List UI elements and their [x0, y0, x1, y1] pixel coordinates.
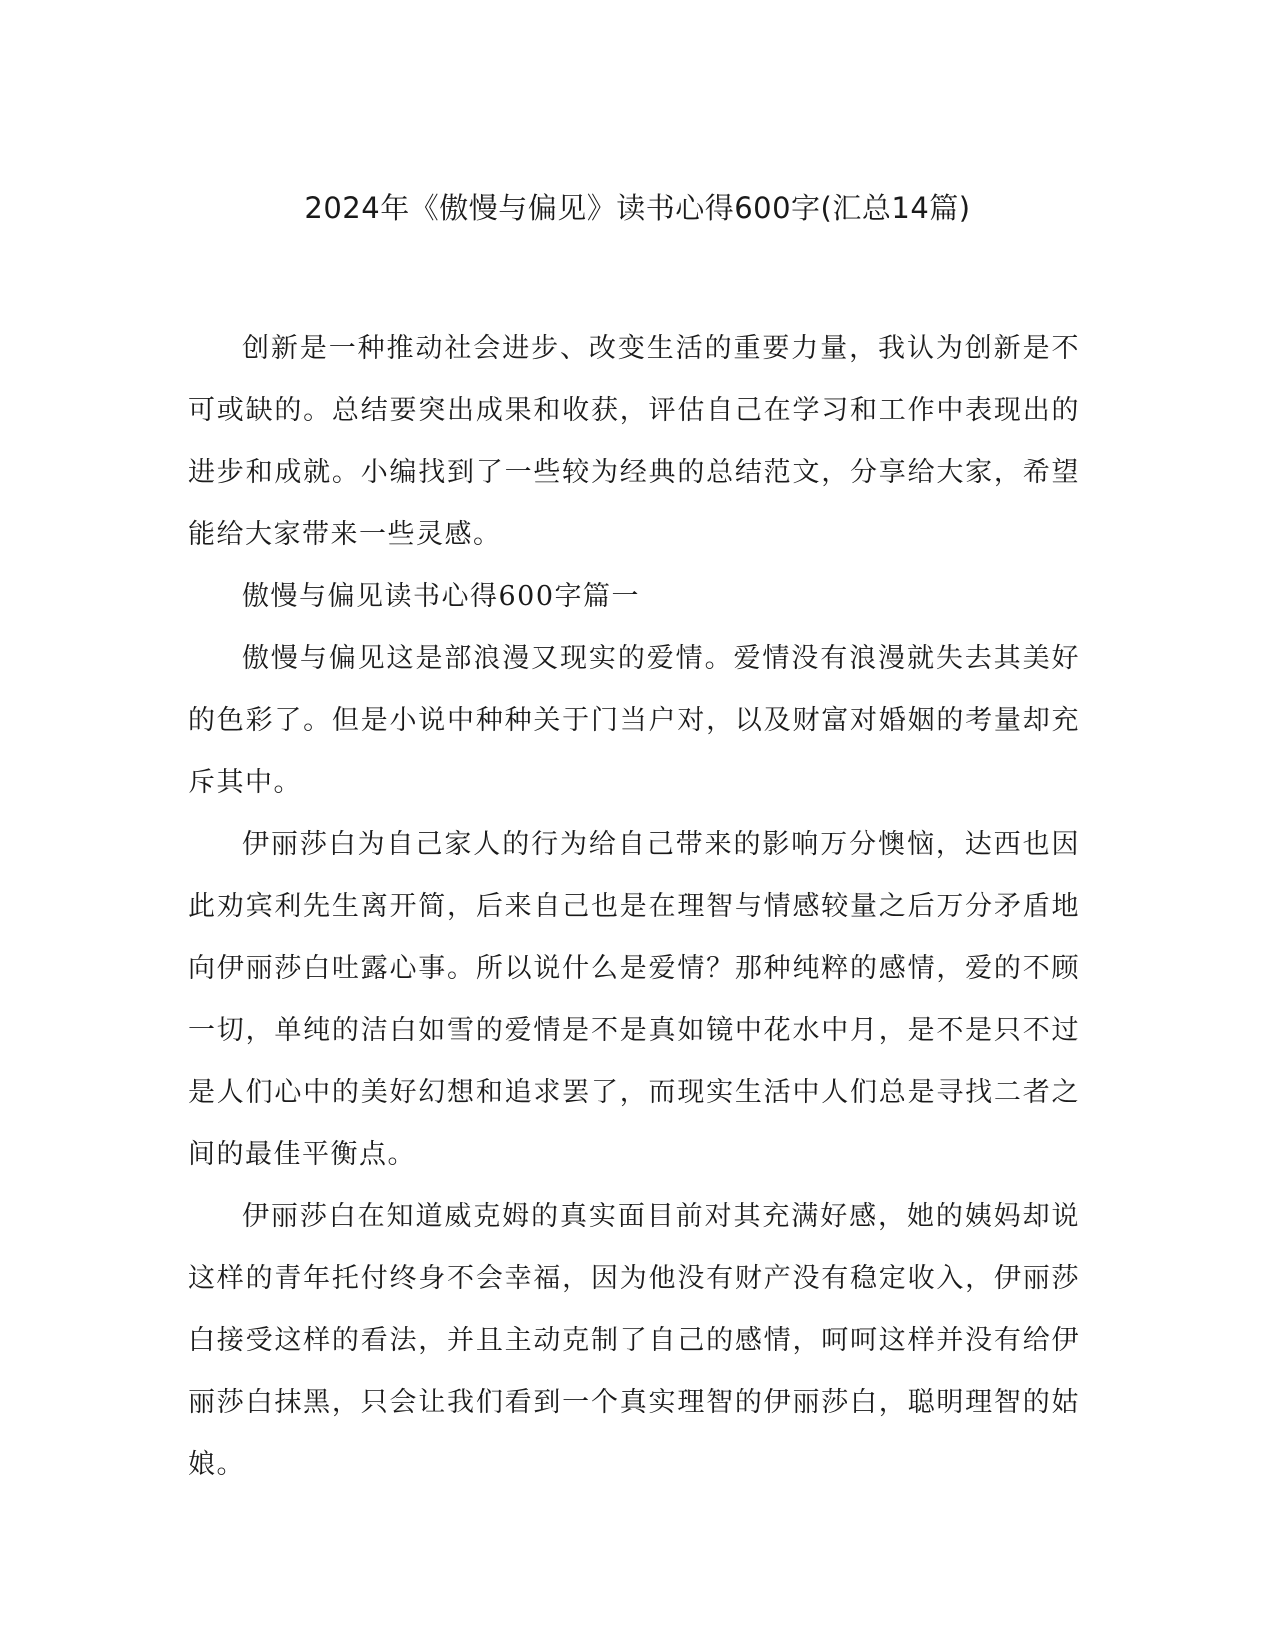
- section-heading: 傲慢与偏见读书心得600字篇一: [242, 581, 641, 612]
- document-title: 2024年《傲慢与偏见》读书心得600字(汇总14篇): [304, 191, 971, 225]
- paragraph: 伊丽莎白为自己家人的行为给自己带来的影响万分懊恼，达西也因此劝宾利先生离开简，后来自己也是在理智与情感较量之后万分矛盾地向伊丽莎白吐露心事。所以说什么是爱情？那种纯粹的感情，爱的不顾一切，单纯的洁白如雪的爱情是不是真如镜中花水中月，是不是只不过是人们心中的美好幻想和追求罢了，而现实生活中人们总是寻找二者之间的最佳平衡点。: [188, 829, 1080, 1170]
- document-body: [188, 318, 1080, 1496]
- paragraph-intro: 创新是一种推动社会进步、改变生活的重要力量，我认为创新是不可或缺的。总结要突出成果和收获，评估自己在学习和工作中表现出的进步和成就。小编找到了一些较为经典的总结范文，分享给大家，希望能给大家带来一些灵感。: [188, 333, 1080, 550]
- paragraph: 傲慢与偏见这是部浪漫又现实的爱情。爱情没有浪漫就失去其美好的色彩了。但是小说中种种关于门当户对，以及财富对婚姻的考量却充斥其中。: [188, 643, 1080, 798]
- paragraph: 伊丽莎白在知道威克姆的真实面目前对其充满好感，她的姨妈却说这样的青年托付终身不会幸福，因为他没有财产没有稳定收入，伊丽莎白接受这样的看法，并且主动克制了自己的感情，呵呵这样并没有给伊丽莎白抹黑，只会让我们看到一个真实理智的伊丽莎白，聪明理智的姑娘。: [188, 1201, 1080, 1480]
